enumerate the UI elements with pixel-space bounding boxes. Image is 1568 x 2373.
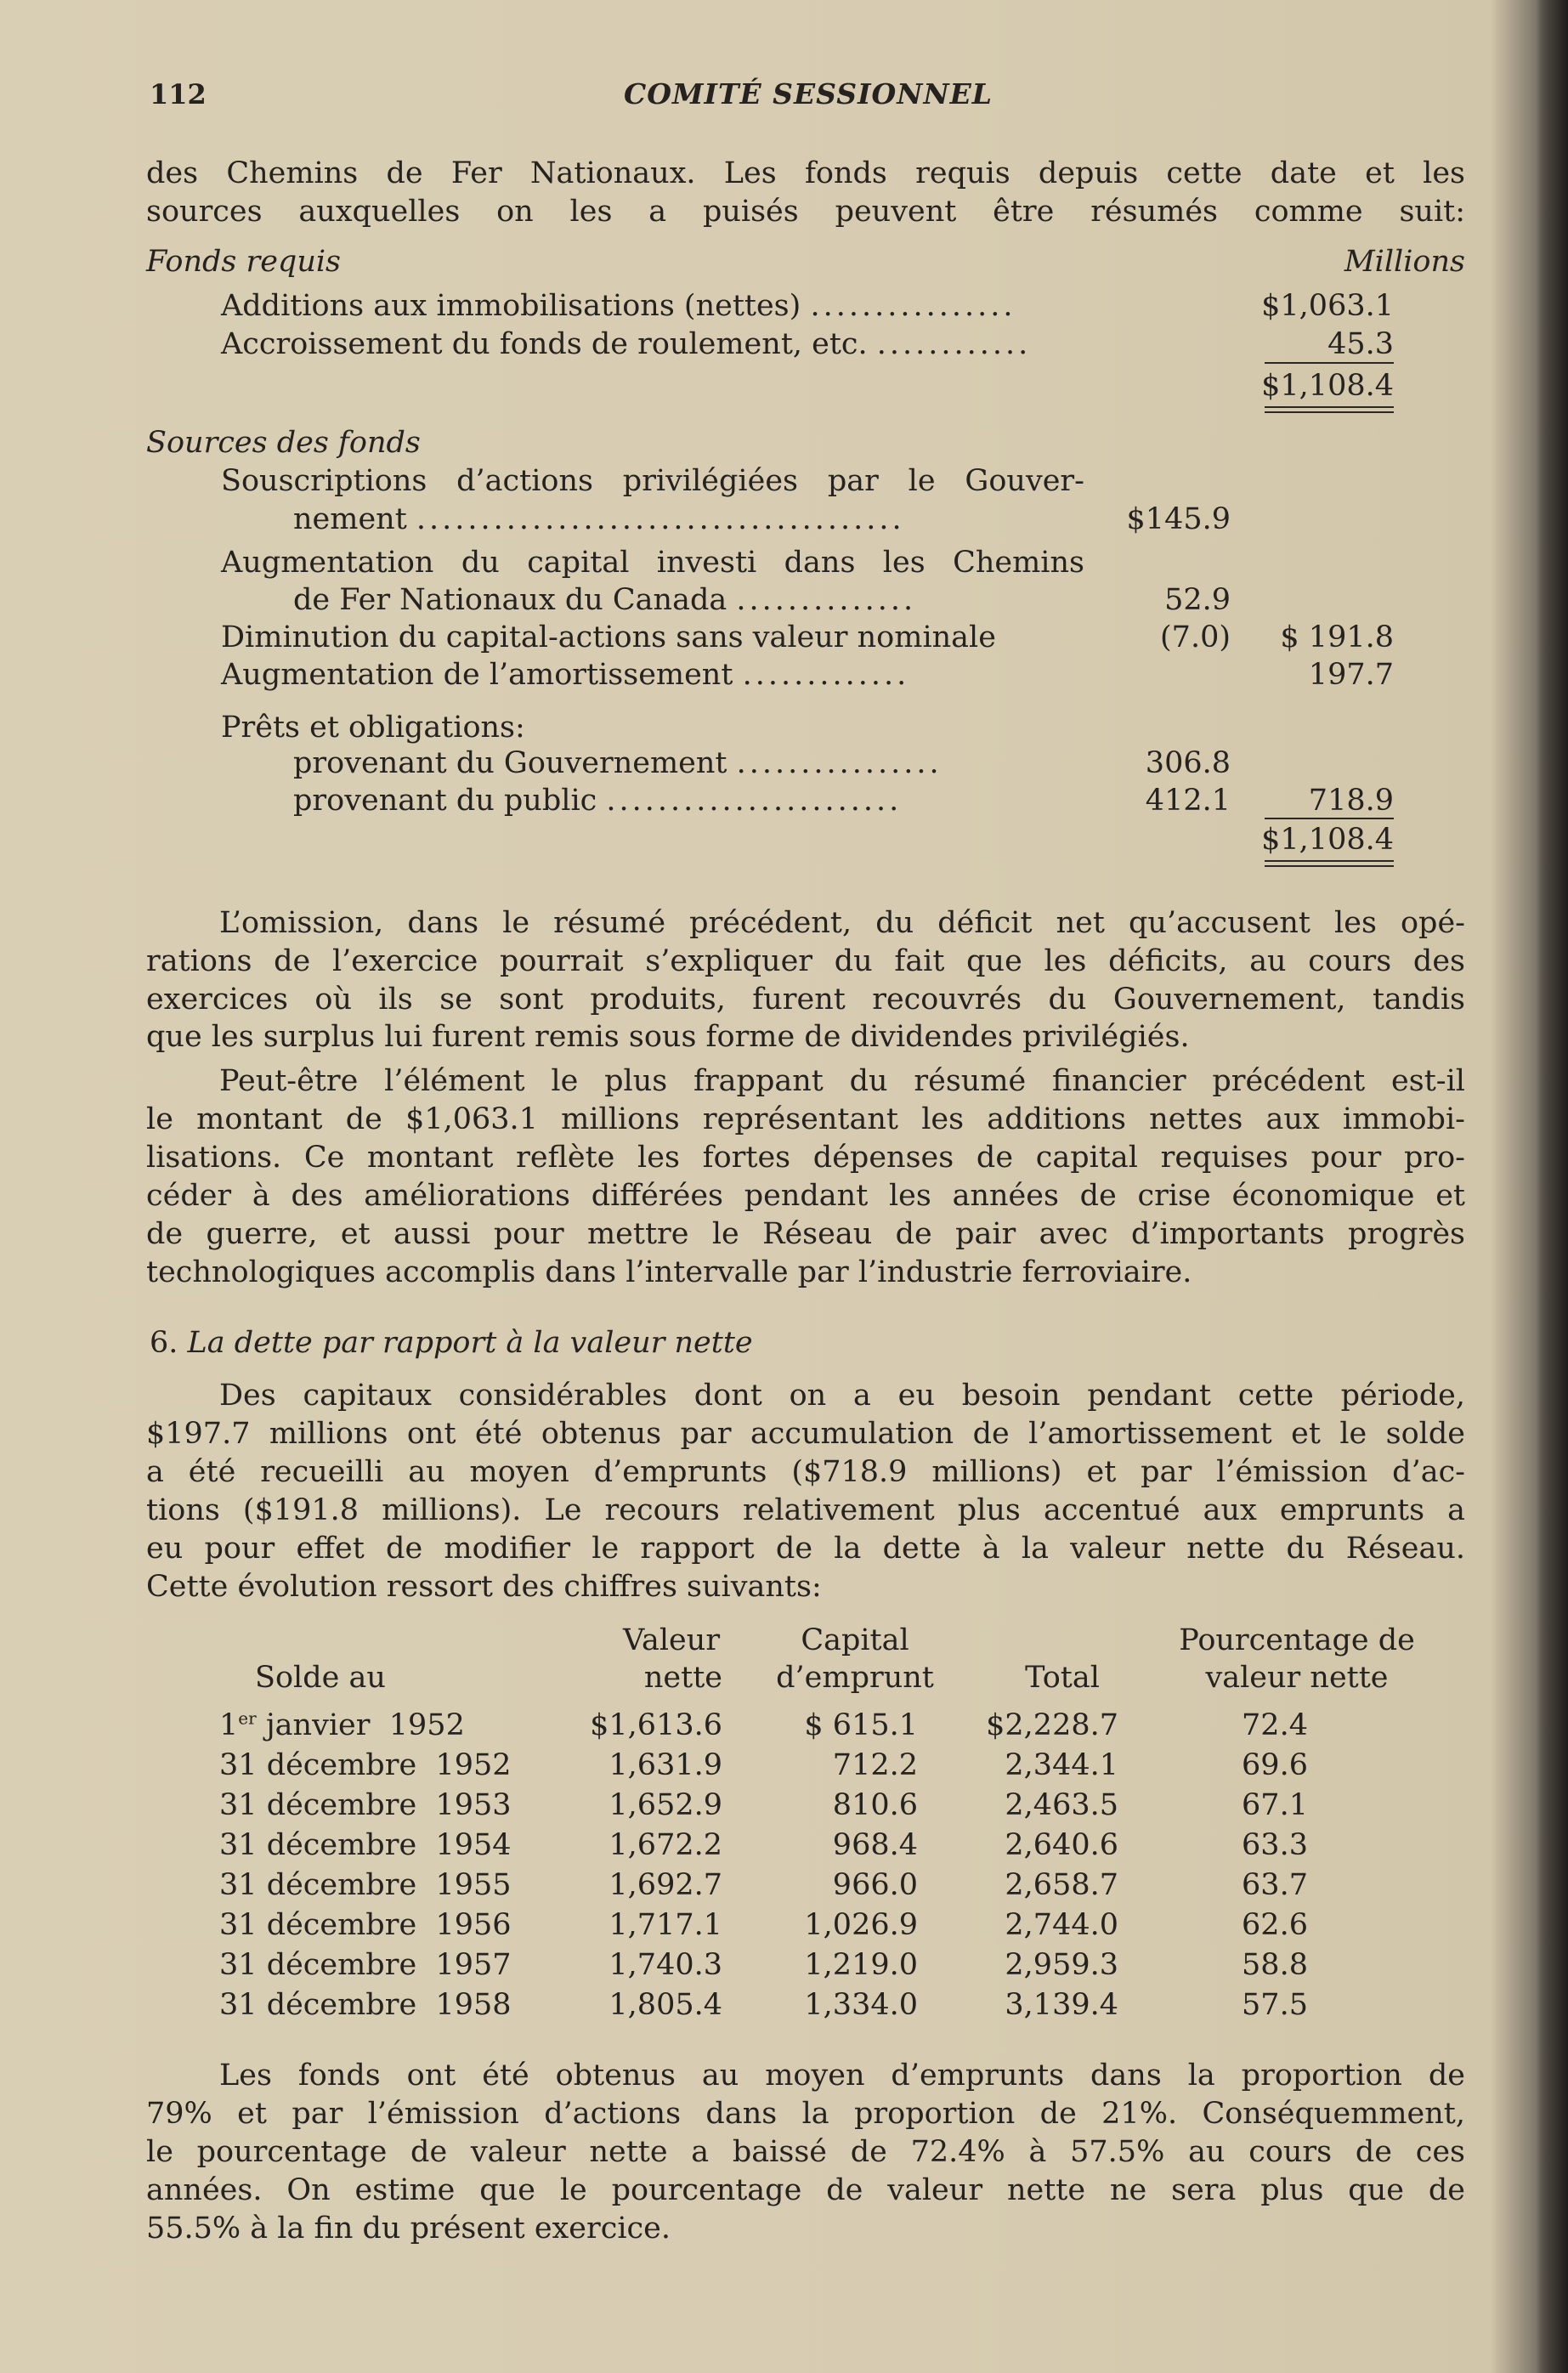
- source-label: de Fer Nationaux du Canada ..............: [293, 583, 917, 617]
- row-pct: 69.6: [1242, 1748, 1308, 1782]
- paragraph-line: 55.5% à la fin du présent exercice.: [146, 2212, 671, 2246]
- source-label: provenant du Gouvernement ................: [293, 746, 942, 780]
- row-valeur: 1,672.2: [609, 1828, 722, 1862]
- running-head: COMITÉ SESSIONNEL: [624, 77, 993, 110]
- source-label: nement ......................................: [293, 502, 905, 536]
- paragraph-line: céder à des améliorations différées pendant les années de crise économique et: [146, 1179, 1465, 1213]
- row-total: 2,959.3: [1005, 1948, 1118, 1982]
- source-label: Diminution du capital-actions sans valeur nominale: [221, 620, 996, 654]
- row-valeur: 1,692.7: [609, 1868, 722, 1902]
- paragraph-line: Peut-être l’élément le plus frappant du résumé financier précédent est-il: [219, 1064, 1465, 1098]
- loans-heading: Prêts et obligations:: [221, 711, 525, 745]
- row-capital: $ 615.1: [804, 1708, 918, 1742]
- row-date: 31 décembre 1954: [219, 1828, 512, 1862]
- source-label: provenant du public .......................: [293, 784, 903, 818]
- row-date: 31 décembre 1958: [219, 1988, 512, 2022]
- required-total: $1,108.4: [1261, 369, 1394, 403]
- dot-leader: ......................................: [416, 502, 905, 536]
- row-pct: 72.4: [1242, 1708, 1308, 1742]
- col-header-capital: Capital: [801, 1623, 909, 1657]
- row-capital: 712.2: [832, 1748, 918, 1782]
- source-total: 718.9: [1308, 784, 1394, 818]
- row-total: 3,139.4: [1005, 1988, 1118, 2022]
- intro-line: sources auxquelles on les a puisés peuvent être résumés comme suit:: [146, 195, 1465, 229]
- required-value: 45.3: [1327, 327, 1394, 361]
- total-double-rule: [1265, 865, 1394, 867]
- paragraph-line: exercices où ils se sont produits, furent recouvrés du Gouvernement, tandis: [146, 983, 1465, 1017]
- dot-leader: ................: [736, 746, 942, 780]
- col-header-valeur: nette: [643, 1661, 722, 1695]
- paragraph-line: le pourcentage de valeur nette a baissé de 72.4% à 57.5% au cours de ces: [146, 2135, 1465, 2169]
- required-label: Accroissement du fonds de roulement, etc. ............: [221, 327, 1032, 361]
- dot-leader: .............: [742, 658, 910, 692]
- paragraph-line: eu pour effet de modifier le rapport de la dette à la valeur nette du Réseau.: [146, 1532, 1465, 1566]
- row-date: 1er janvier 1952: [219, 1708, 465, 1742]
- row-date: 31 décembre 1956: [219, 1908, 512, 1942]
- row-capital: 1,334.0: [804, 1988, 918, 2022]
- millions-heading: Millions: [1344, 245, 1465, 279]
- source-value: $145.9: [1126, 502, 1231, 536]
- paragraph-line: de guerre, et aussi pour mettre le Réseau de pair avec d’importants progrès: [146, 1217, 1465, 1251]
- row-date: 31 décembre 1957: [219, 1948, 512, 1982]
- row-pct: 57.5: [1242, 1988, 1308, 2022]
- col-header-solde: Solde au: [255, 1661, 386, 1695]
- paragraph-line: années. On estime que le pourcentage de valeur nette ne sera plus que de: [146, 2173, 1465, 2207]
- row-pct: 62.6: [1242, 1908, 1308, 1942]
- col-header-pourcentage: valeur nette: [1205, 1661, 1389, 1695]
- source-label: Augmentation du capital investi dans les Chemins: [221, 546, 1084, 580]
- row-capital: 1,219.0: [804, 1948, 918, 1982]
- paragraph-line: Les fonds ont été obtenus au moyen d’emprunts dans la proportion de: [219, 2059, 1465, 2093]
- row-date: 31 décembre 1953: [219, 1788, 512, 1822]
- row-valeur: 1,805.4: [609, 1988, 722, 2022]
- required-label: Additions aux immobilisations (nettes) ................: [221, 289, 1016, 323]
- source-value: (7.0): [1160, 620, 1231, 654]
- intro-line: des Chemins de Fer Nationaux. Les fonds requis depuis cette date et les: [146, 156, 1465, 190]
- dot-leader: .......................: [606, 784, 903, 818]
- sources-total: $1,108.4: [1261, 823, 1394, 857]
- source-label: Souscriptions d’actions privilégiées par le Gouver-: [221, 464, 1084, 498]
- paragraph-line: L’omission, dans le résumé précédent, du déficit net qu’accusent les opé-: [219, 906, 1465, 940]
- paragraph-line: technologiques accomplis dans l’intervalle par l’industrie ferroviaire.: [146, 1255, 1192, 1289]
- row-total: 2,344.1: [1005, 1748, 1118, 1782]
- sources-heading: Sources des fonds: [146, 426, 421, 460]
- row-date: 31 décembre 1952: [219, 1748, 512, 1782]
- col-header-capital: d’emprunt: [776, 1661, 934, 1695]
- total-double-rule: [1265, 411, 1394, 413]
- col-header-pourcentage: Pourcentage de: [1179, 1623, 1415, 1657]
- dot-leader: ..............: [736, 583, 917, 617]
- row-date: 31 décembre 1955: [219, 1868, 512, 1902]
- row-total: 2,744.0: [1005, 1908, 1118, 1942]
- row-valeur: 1,652.9: [609, 1788, 722, 1822]
- page-number: 112: [150, 78, 207, 110]
- paragraph-line: tions ($191.8 millions). Le recours relativement plus accentué aux emprunts a: [146, 1493, 1465, 1527]
- dot-leader: ............: [876, 327, 1032, 361]
- row-valeur: $1,613.6: [590, 1708, 722, 1742]
- row-valeur: 1,631.9: [609, 1748, 722, 1782]
- row-total: 2,658.7: [1005, 1868, 1118, 1902]
- source-value: 306.8: [1145, 746, 1231, 780]
- row-capital: 810.6: [832, 1788, 918, 1822]
- row-pct: 67.1: [1242, 1788, 1308, 1822]
- section-heading: 6. La dette par rapport à la valeur nette: [150, 1326, 753, 1360]
- row-total: $2,228.7: [986, 1708, 1118, 1742]
- paragraph-line: 79% et par l’émission d’actions dans la proportion de 21%. Conséquemment,: [146, 2097, 1465, 2131]
- row-total: 2,463.5: [1005, 1788, 1118, 1822]
- paragraph-line: que les surplus lui furent remis sous forme de dividendes privilégiés.: [146, 1020, 1190, 1054]
- paragraph-line: $197.7 millions ont été obtenus par accumulation de l’amortissement et le solde: [146, 1417, 1465, 1451]
- paragraph-line: lisations. Ce montant reflète les fortes dépenses de capital requises pour pro-: [146, 1141, 1465, 1175]
- row-capital: 966.0: [832, 1868, 918, 1902]
- subtotal-rule: [1265, 818, 1394, 819]
- paragraph-line: a été recueilli au moyen d’emprunts ($718.9 millions) et par l’émission d’ac-: [146, 1455, 1465, 1489]
- col-header-total: Total: [1025, 1661, 1100, 1695]
- paragraph-line: rations de l’exercice pourrait s’expliquer du fait que les déficits, au cours des: [146, 944, 1465, 978]
- row-total: 2,640.6: [1005, 1828, 1118, 1862]
- source-label: Augmentation de l’amortissement .............: [221, 658, 910, 692]
- paragraph-line: le montant de $1,063.1 millions représentant les additions nettes aux immobi-: [146, 1102, 1465, 1136]
- row-capital: 968.4: [832, 1828, 918, 1862]
- row-pct: 63.3: [1242, 1828, 1308, 1862]
- row-valeur: 1,717.1: [609, 1908, 722, 1942]
- total-double-rule: [1265, 406, 1394, 408]
- source-value: 52.9: [1164, 583, 1231, 617]
- paragraph-line: Des capitaux considérables dont on a eu besoin pendant cette période,: [219, 1379, 1465, 1413]
- col-header-valeur: Valeur: [622, 1623, 721, 1657]
- subtotal-rule: [1265, 362, 1394, 364]
- required-value: $1,063.1: [1261, 289, 1394, 323]
- row-pct: 58.8: [1242, 1948, 1308, 1982]
- source-total: 197.7: [1308, 658, 1394, 692]
- dot-leader: ................: [810, 289, 1016, 323]
- row-pct: 63.7: [1242, 1868, 1308, 1902]
- funds-required-heading: Fonds requis: [146, 245, 342, 279]
- source-total: $ 191.8: [1280, 620, 1394, 654]
- page-edge-shadow: [1536, 0, 1568, 2373]
- source-value: 412.1: [1145, 784, 1231, 818]
- row-capital: 1,026.9: [804, 1908, 918, 1942]
- total-double-rule: [1265, 860, 1394, 862]
- paragraph-line: Cette évolution ressort des chiffres suivants:: [146, 1570, 822, 1604]
- row-valeur: 1,740.3: [609, 1948, 722, 1982]
